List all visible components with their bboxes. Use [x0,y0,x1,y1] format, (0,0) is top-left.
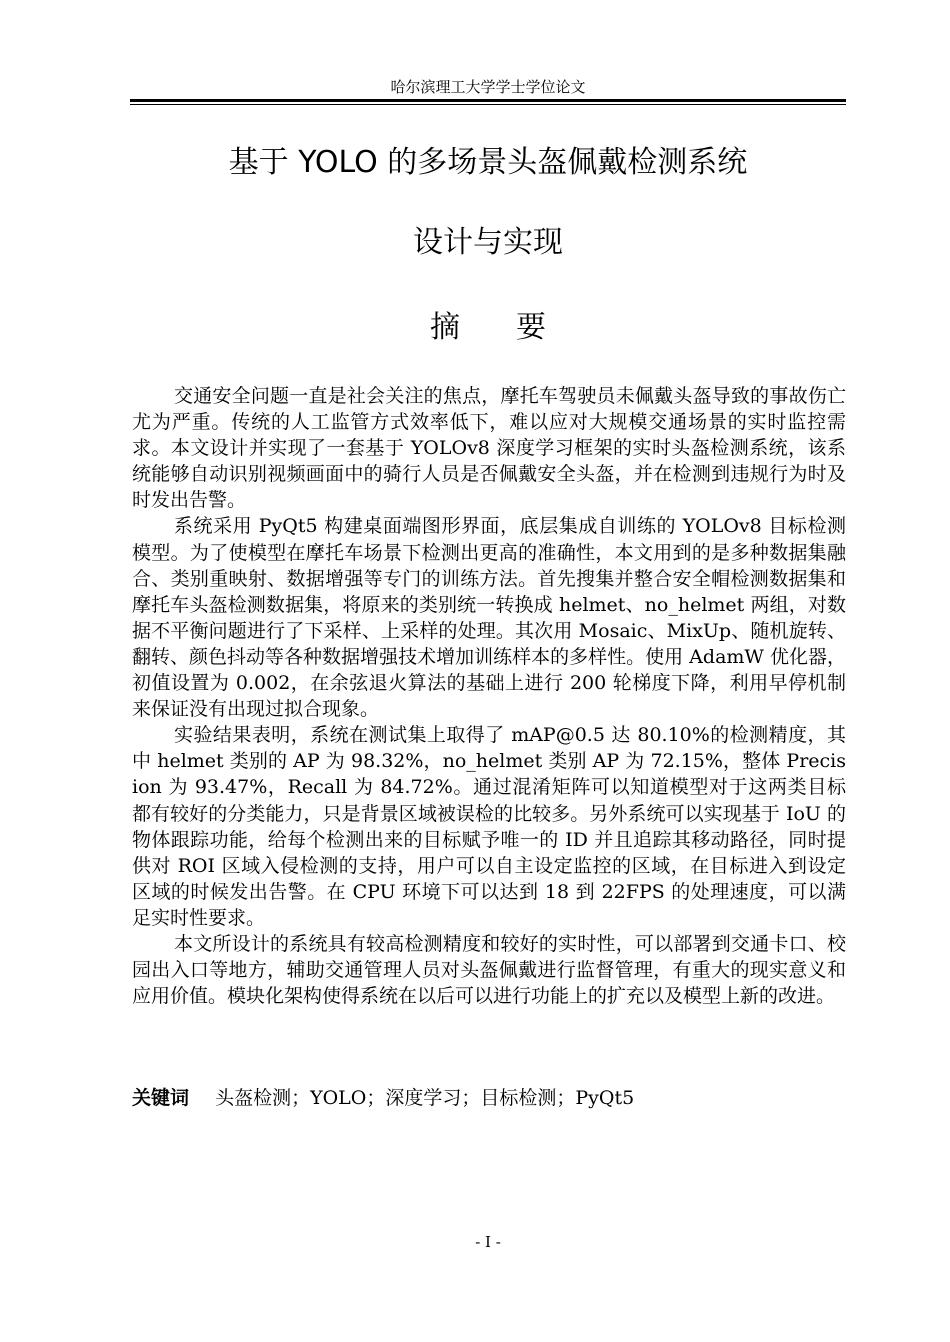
abstract-paragraph-1: 交通安全问题一直是社会关注的焦点，摩托车驾驶员未佩戴头盔导致的事故伤亡尤为严重。传统的人工监管方式效率低下，难以应对大规模交通场景的实时监控需求。本文设计并实现了一套基于 YOLOv8 深度学习框架的实时头盔检测系统，该系统能够自动识别视频画面中的骑行人员是否佩戴安全头盔，并在检测到违规行为时及时发出告警。 [132,385,846,512]
abstract-paragraph-3: 实验结果表明，系统在测试集上取得了 mAP@0.5 达 80.10%的检测精度，其中 helmet 类别的 AP 为 98.32%，no_helmet 类别 AP 为 72.15%，整体 Precision 为 93.47%，Recall 为 84.72%。通过混淆矩阵可以知道模型对于这两类目标都有较好的分类能力，只是背景区域被误检的比较多。另外系统可以实现基于 IoU 的物体跟踪功能，给每个检测出来的目标赋予唯一的 ID 并且追踪其移动路径，同时提供对 ROI 区域入侵检测的支持，用户可以自主设定监控的区域，在目标进入到设定区域的时候发出告警。在 CPU 环境下可以达到 18 到 22FPS 的处理速度，可以满足实时性要求。 [132,724,846,929]
abstract-heading: 摘要 [430,310,602,345]
abstract-body [132,383,846,1009]
abstract-paragraph-4: 本文所设计的系统具有较高检测精度和较好的实时性，可以部署到交通卡口、校园出入口等地方，辅助交通管理人员对头盔佩戴进行监督管理，有重大的现实意义和应用价值。模块化架构使得系统在以后可以进行功能上的扩充以及模型上新的改进。 [132,932,846,1008]
header-rule-thick [130,99,846,102]
keywords-text: 头盔检测；YOLO；深度学习；目标检测；PyQt5 [215,1087,635,1109]
page-number: - I - [475,1233,501,1251]
keywords-line [132,1084,846,1112]
thesis-title-line-1: 基于 YOLO 的多场景头盔佩戴检测系统 [228,145,748,180]
thesis-title-line-2: 设计与实现 [413,225,563,260]
header-rule-thin [130,104,846,105]
keywords-label: 关键词 [132,1087,190,1109]
abstract-paragraph-2: 系统采用 PyQt5 构建桌面端图形界面，底层集成自训练的 YOLOv8 目标检测模型。为了使模型在摩托车场景下检测出更高的准确性，本文用到的是多种数据集融合、类别重映射、数据增强等专门的训练方法。首先搜集并整合安全帽检测数据集和摩托车头盔检测数据集，将原来的类别统一转换成 helmet、no_helmet 两组，对数据不平衡问题进行了下采样、上采样的处理。其次用 Mosaic、MixUp、随机旋转、翻转、颜色抖动等各种数据增强技术增加训练样本的多样性。使用 AdamW 优化器，初值设置为 0.002，在余弦退火算法的基础上进行 200 轮梯度下降，利用早停机制来保证没有出现过拟合现象。 [132,515,846,721]
running-header: 哈尔滨理工大学学士学位论文 [390,78,586,96]
